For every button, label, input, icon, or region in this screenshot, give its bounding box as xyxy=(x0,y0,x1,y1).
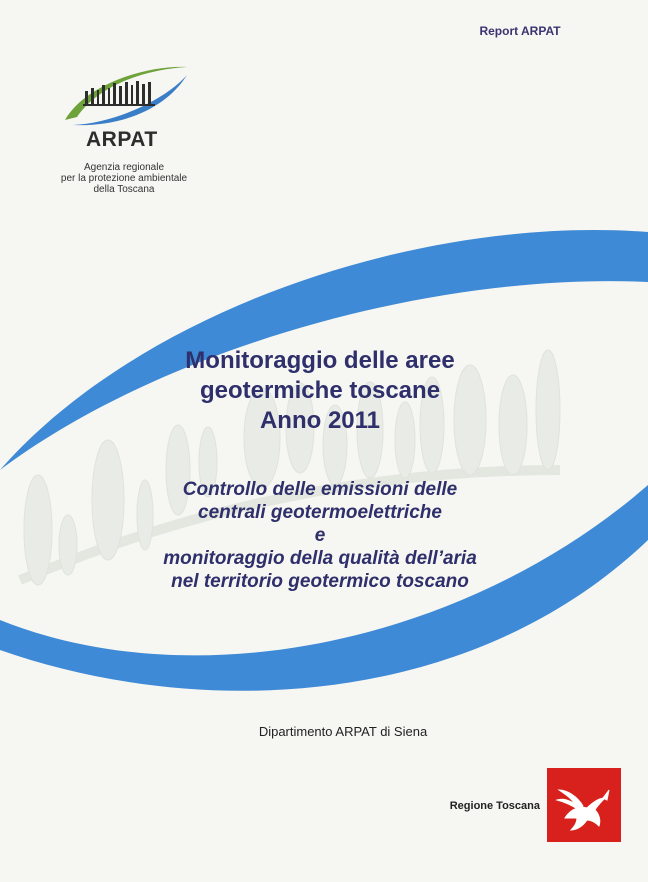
title-line: Anno 2011 xyxy=(259,407,381,434)
report-label: Report ARPAT xyxy=(479,24,561,38)
subtitle-line: Controllo delle emissioni delle xyxy=(182,479,458,500)
title-line: Monitoraggio delle aree xyxy=(185,347,455,374)
department-label: Dipartimento ARPAT di Siena xyxy=(258,724,428,739)
subtitle-line: centrali geotermoelettriche xyxy=(198,502,442,523)
arpat-logo-mark xyxy=(55,55,195,130)
logo-subtitle-line: Agenzia regionale xyxy=(83,162,165,173)
logo-name: ARPAT xyxy=(86,128,158,151)
logo-subtitle-line: per la protezione ambientale xyxy=(60,173,188,184)
pegasus-region-logo-icon xyxy=(547,768,621,842)
subtitle-line: e xyxy=(314,525,326,546)
title-line: geotermiche toscane xyxy=(199,377,441,404)
subtitle-line: monitoraggio della qualità dell’aria xyxy=(163,548,477,569)
logo-subtitle-line: della Toscana xyxy=(93,184,155,195)
document-subtitle xyxy=(50,478,590,593)
region-label: Regione Toscana xyxy=(449,800,540,812)
logo-subtitle xyxy=(38,162,210,195)
document-title xyxy=(60,346,580,436)
subtitle-line: nel territorio geotermico toscano xyxy=(171,571,469,592)
logo-trees-icon xyxy=(83,81,155,106)
